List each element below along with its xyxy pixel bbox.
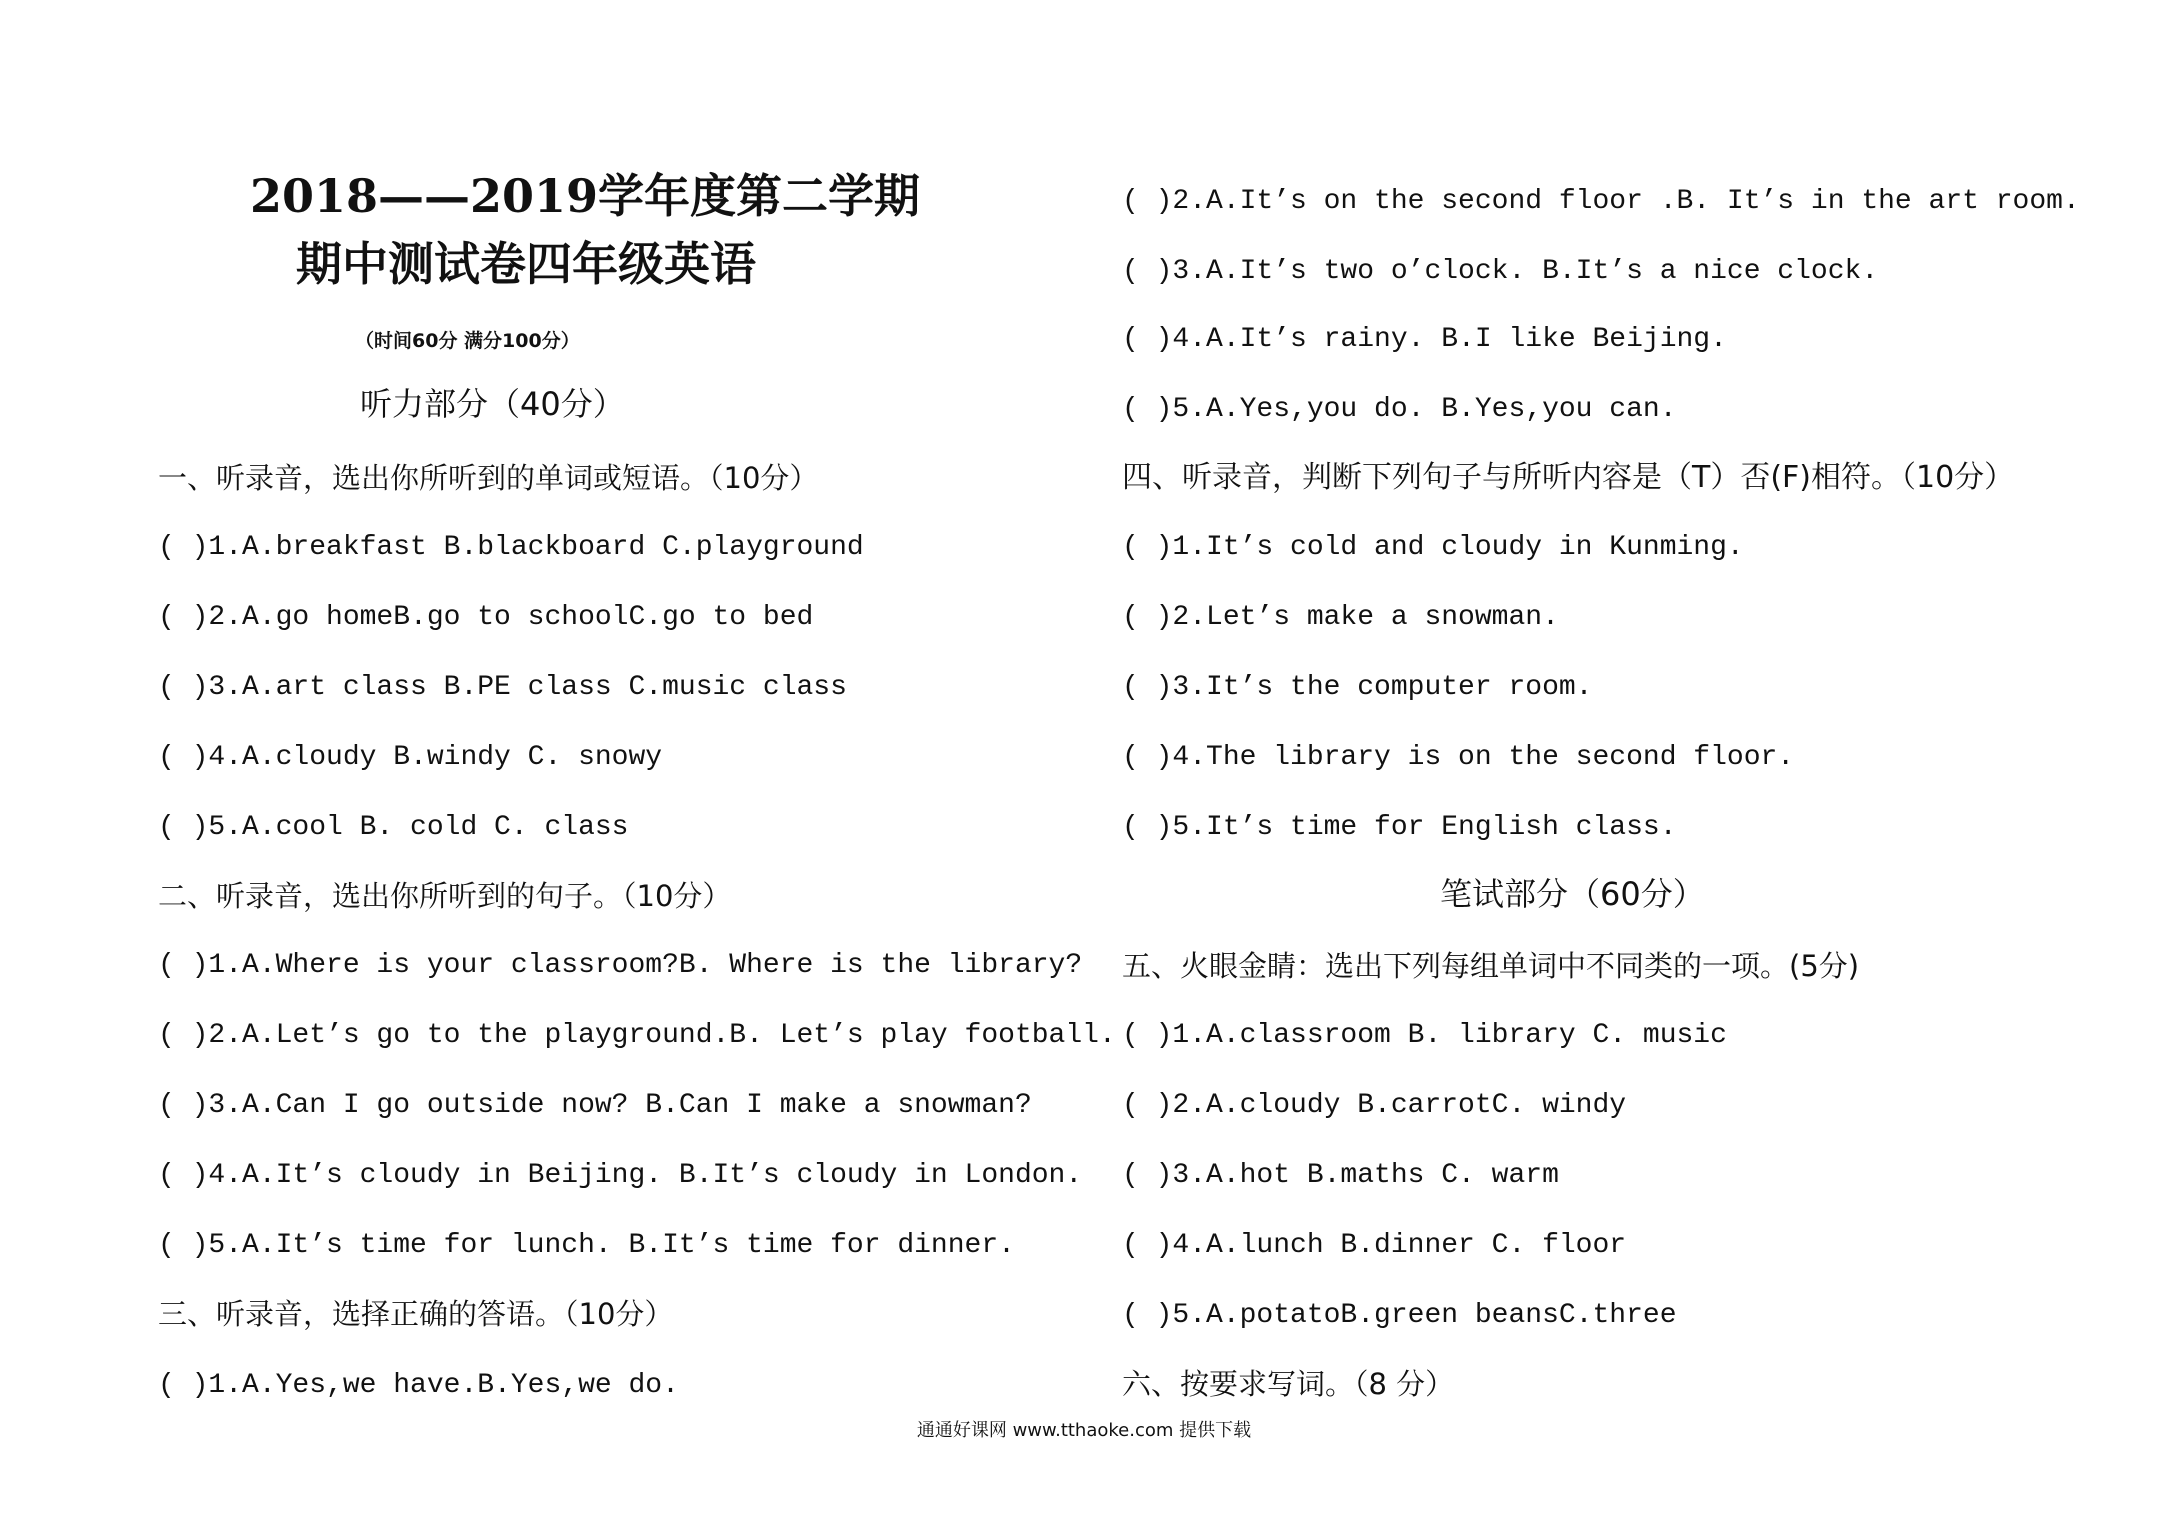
section2-heading: 二、听录音，选出你所听到的句子。（10分） [158,879,732,913]
section3-item: ( )1.A.Yes,we have.B.Yes,we do. [158,1370,679,1401]
exam-title-line2: 期中测试卷四年级英语 [296,237,756,291]
section5-item: ( )2.A.cloudy B.carrotC. windy [1122,1090,1627,1121]
section3-item: ( )5.A.Yes,you do. B.Yes,you can. [1122,394,1677,425]
section4-item: ( )1.It’s cold and cloudy in Kunming. [1122,532,1744,563]
exam-title-line1: 2018——2019学年度第二学期 [250,169,921,223]
section2-item: ( )3.A.Can I go outside now? B.Can I make a snowman? [158,1090,1032,1121]
section3-heading: 三、听录音，选择正确的答语。（10分） [158,1297,674,1331]
section1-item: ( )5.A.cool B. cold C. class [158,812,629,843]
listening-part-heading: 听力部分（40分） [360,385,625,423]
section1-heading: 一、听录音，选出你所听到的单词或短语。（10分） [158,461,819,495]
section5-item: ( )4.A.lunch B.dinner C. floor [1122,1230,1627,1261]
section2-item: ( )2.A.Let’s go to the playground.B. Let’s play football. [158,1020,1116,1051]
page-footer: 通通好课网 www.tthaoke.com 提供下载 [916,1420,1252,1441]
section4-item: ( )4.The library is on the second floor. [1122,742,1795,773]
section3-item: ( )4.A.It’s rainy. B.I like Beijing. [1122,324,1727,355]
section2-item: ( )5.A.It’s time for lunch. B.It’s time for dinner. [158,1230,1015,1261]
section5-item: ( )3.A.hot B.maths C. warm [1122,1160,1559,1191]
section4-item: ( )3.It’s the computer room. [1122,672,1593,703]
section5-item: ( )1.A.classroom B. library C. music [1122,1020,1727,1051]
section2-item: ( )4.A.It’s cloudy in Beijing. B.It’s cloudy in London. [158,1160,1083,1191]
section4-heading: 四、听录音，判断下列句子与所听内容是（T）否(F)相符。（10分） [1122,460,2015,495]
section6-heading: 六、按要求写词。（8 分） [1122,1367,1455,1401]
section1-item: ( )4.A.cloudy B.windy C. snowy [158,742,663,773]
section2-item: ( )1.A.Where is your classroom?B. Where is the library? [158,950,1083,981]
section5-heading: 五、火眼金睛：选出下列每组单词中不同类的一项。(5分) [1122,949,1860,983]
section1-item: ( )2.A.go homeB.go to schoolC.go to bed [158,602,814,633]
section5-item: ( )5.A.potatoB.green beansC.three [1122,1300,1677,1331]
section4-item: ( )2.Let’s make a snowman. [1122,602,1559,633]
section1-item: ( )3.A.art class B.PE class C.music class [158,672,847,703]
writing-part-heading: 笔试部分（60分） [1440,875,1705,913]
section4-item: ( )5.It’s time for English class. [1122,812,1677,843]
section3-item: ( )2.A.It’s on the second floor .B. It’s in the art room. [1122,186,2080,217]
section3-item: ( )3.A.It’s two o’clock. B.It’s a nice clock. [1122,256,1879,287]
section1-item: ( )1.A.breakfast B.blackboard C.playground [158,532,864,563]
exam-duration-score: （时间60分 满分100分） [355,330,580,352]
